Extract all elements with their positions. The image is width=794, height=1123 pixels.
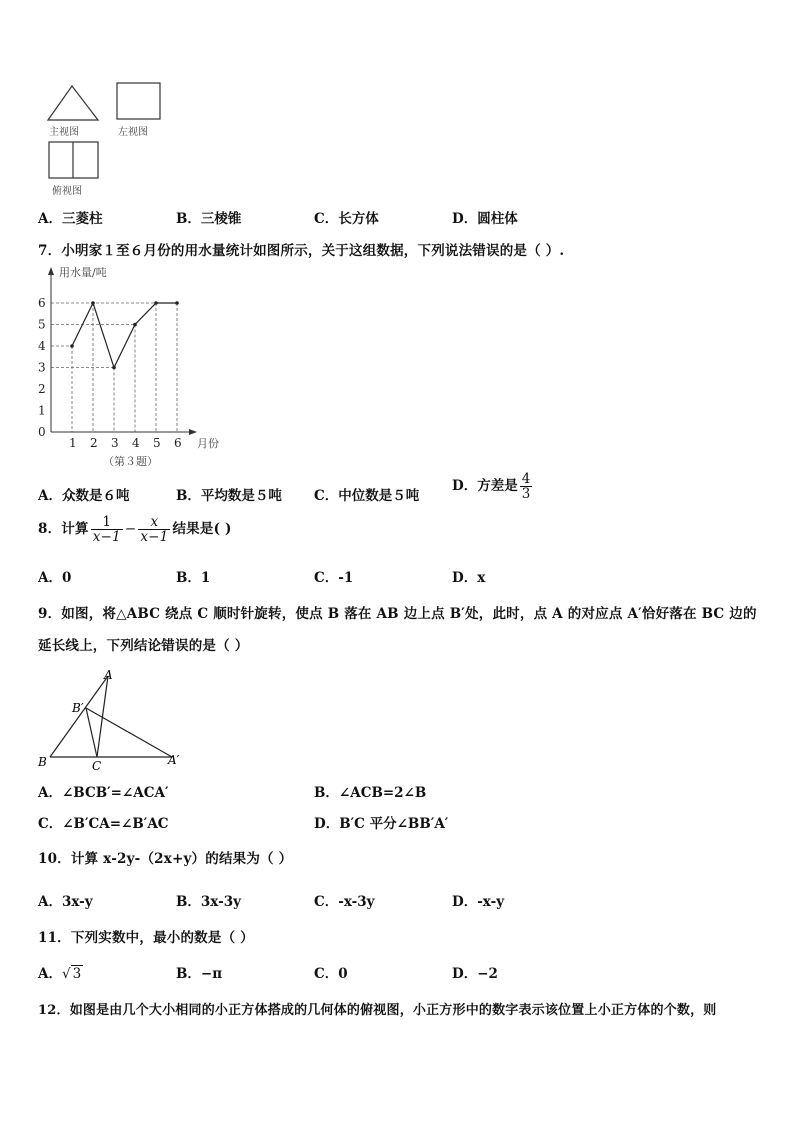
fraction-denominator: x−1: [140, 529, 169, 546]
q6-option-b[interactable]: B．三棱锥: [176, 211, 242, 227]
q8-option-d[interactable]: D．x: [452, 570, 486, 586]
chart-caption: （第３题）: [103, 455, 158, 468]
q8-fraction-2: [138, 515, 170, 544]
x-tick-label: 5: [153, 436, 161, 450]
q8-option-c[interactable]: C．-1: [314, 570, 354, 586]
q8-option-a[interactable]: A．0: [38, 570, 72, 586]
q9-stem-line-1: 9．如图，将△ABC 绕点 C 顺时针旋转，使点 B 落在 AB 边上点 B′处，此时，点 A 的对应点 A′恰好落在 BC 边的: [38, 606, 757, 622]
y-tick-label: 1: [38, 403, 46, 418]
point-label-B: B: [38, 755, 47, 769]
q8-prefix: 8．计算: [38, 521, 89, 538]
data-point: [133, 323, 137, 327]
y-tick-label: 3: [38, 360, 46, 375]
q6-option-a[interactable]: A．三菱柱: [38, 211, 103, 227]
data-point: [70, 344, 74, 348]
y-tick-label: 4: [38, 339, 46, 353]
y-tick-label: 0: [38, 425, 46, 439]
q9-option-b[interactable]: B．∠ACB=2∠B: [314, 785, 427, 801]
fraction-numerator: 1: [91, 515, 123, 530]
point-label-C: C: [92, 759, 102, 773]
q7-option-d[interactable]: [452, 472, 534, 501]
q7-option-d-prefix: D．方差是: [452, 478, 518, 495]
q10-option-d[interactable]: D．-x-y: [452, 894, 505, 910]
q8-fraction-1: [91, 515, 123, 544]
q11-option-b[interactable]: B．−π: [176, 966, 223, 982]
x-tick-label: 6: [174, 436, 182, 450]
y-tick-label: 5: [38, 317, 46, 332]
point-label-A-prime: A′: [168, 753, 180, 767]
data-point: [175, 301, 179, 305]
data-point: [91, 301, 95, 305]
q7-option-d-fraction: [520, 472, 533, 501]
q9-stem-line-2: 延长线上，下列结论错误的是（ ）: [38, 638, 249, 654]
data-point: [112, 366, 116, 370]
q7-option-c[interactable]: C．中位数是５吨: [314, 488, 420, 504]
segment-B-A: [50, 676, 108, 757]
q10-stem: 10．计算 x-2y-（2x+y）的结果为（ ）: [38, 851, 293, 867]
x-axis-arrow: [189, 429, 197, 435]
point-label-A: A: [104, 668, 113, 682]
sqrt-icon: √ 3: [61, 966, 82, 982]
point-label-B-prime: B′: [72, 701, 84, 715]
segment-Bprime-Aprime: [86, 708, 172, 757]
q11-option-c[interactable]: C．0: [314, 966, 348, 982]
fraction-numerator: x: [138, 515, 170, 530]
q11-option-a[interactable]: [38, 962, 83, 982]
y-tick-label: 2: [38, 382, 46, 396]
x-tick-label: 1: [69, 436, 77, 450]
q6-option-d[interactable]: D．圆柱体: [452, 211, 518, 227]
q8-minus: −: [124, 521, 137, 538]
q12-stem: 12．如图是由几个大小相同的小正方体搭成的几何体的俯视图，小正方形中的数字表示该位置上小正方体的个数，则: [38, 1003, 717, 1018]
left-view-rectangle: [117, 83, 160, 119]
q10-option-c[interactable]: C．-x-3y: [314, 894, 375, 910]
q11-option-a-prefix: A．: [38, 966, 62, 982]
x-tick-label: 2: [90, 436, 98, 450]
series-line: [72, 303, 177, 368]
x-tick-label: 4: [132, 436, 140, 450]
q7-option-b[interactable]: B．平均数是５吨: [176, 488, 282, 504]
x-tick-label: 3: [111, 436, 119, 450]
y-axis-arrow: [48, 267, 54, 275]
left-view-label: 左视图: [118, 127, 148, 138]
rotated-triangle-figure: [34, 664, 194, 776]
q11-option-d[interactable]: D．−2: [452, 966, 498, 982]
q9-option-a[interactable]: A．∠BCB′=∠ACA′: [38, 785, 169, 801]
y-tick-label: 6: [38, 296, 46, 310]
q9-option-d[interactable]: D．B′C 平分∠BB′A′: [314, 816, 449, 832]
q6-option-c[interactable]: C．长方体: [314, 211, 379, 227]
q8-suffix: 结果是( ): [172, 521, 232, 538]
q11-stem: 11．下列实数中，最小的数是（ ）: [38, 930, 254, 946]
fraction-numerator: 4: [521, 471, 531, 487]
fraction-denominator: 3: [521, 486, 531, 503]
data-point: [154, 301, 158, 305]
water-usage-line-chart: [30, 262, 240, 474]
front-view-label: 主视图: [49, 127, 79, 138]
three-views-figure: [40, 78, 170, 198]
x-axis-label: 月份: [197, 437, 219, 450]
q8-stem: [38, 515, 232, 544]
q8-option-b[interactable]: B．1: [176, 570, 211, 586]
q9-option-c[interactable]: C．∠B′CA=∠B′AC: [38, 816, 169, 832]
q10-option-a[interactable]: A．3x-y: [38, 894, 93, 910]
q10-option-b[interactable]: B．3x-3y: [176, 894, 241, 910]
radicand: 3: [72, 966, 82, 982]
fraction-denominator: x−1: [92, 529, 121, 546]
q7-option-a[interactable]: A．众数是６吨: [38, 488, 130, 504]
top-view-label: 俯视图: [52, 186, 82, 197]
segment-Bprime-C: [86, 708, 97, 757]
q7-stem: 7．小明家１至６月份的用水量统计如图所示，关于这组数据，下列说法错误的是（ ）.: [38, 243, 565, 259]
y-axis-label: 用水量/吨: [59, 266, 107, 279]
front-view-triangle: [48, 86, 98, 120]
